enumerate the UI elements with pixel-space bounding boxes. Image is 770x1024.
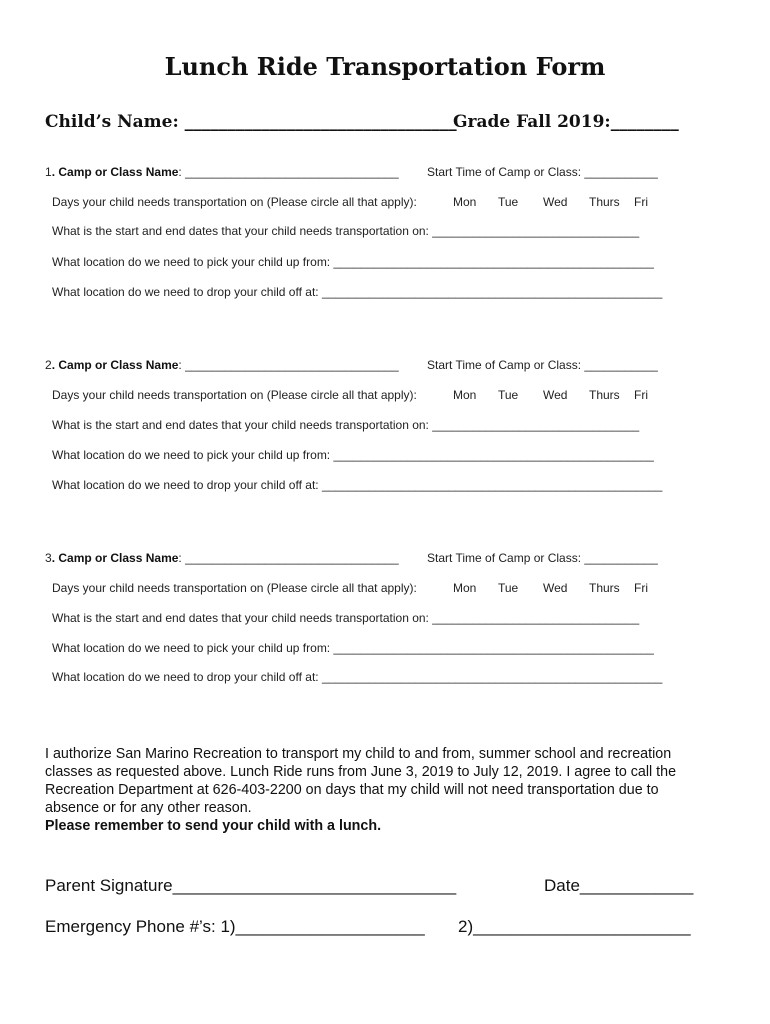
childs-name-field[interactable]: Child’s Name: ________________________________ xyxy=(45,112,457,132)
section-1-start-time-field[interactable]: Start Time of Camp or Class: ___________ xyxy=(427,165,658,179)
auth-line: I authorize San Marino Recreation to transport my child to and from, summer school and recreation xyxy=(45,746,672,762)
section-3-dropoff-field[interactable]: What location do we need to drop your child off at: ___________________________________________________ xyxy=(52,670,663,684)
auth-line: Recreation Department at 626-403-2200 on days that my child will not need transportation due to xyxy=(45,782,659,798)
day-mon[interactable]: Mon xyxy=(453,388,477,402)
section-1-pickup-field[interactable]: What location do we need to pick your child up from: ________________________________________________ xyxy=(52,255,654,269)
emergency-phone-2-field[interactable]: 2)_______________________ xyxy=(458,917,691,936)
day-mon[interactable]: Mon xyxy=(453,195,477,209)
day-wed[interactable]: Wed xyxy=(543,581,568,595)
section-1-camp-row: 1. Camp or Class Name: ________________________________ xyxy=(45,165,399,179)
section-2-dropoff-field[interactable]: What location do we need to drop your child off at: ___________________________________________________ xyxy=(52,478,663,492)
day-wed[interactable]: Wed xyxy=(543,388,568,402)
day-fri[interactable]: Fri xyxy=(634,388,648,402)
camp-name-field[interactable]: : ________________________________ xyxy=(178,551,399,565)
camp-label: Camp or Class Name xyxy=(58,358,179,372)
section-1-dates-field[interactable]: What is the start and end dates that your child needs transportation on: _______________________________ xyxy=(52,224,640,238)
section-1-days-question: Days your child needs transportation on (Please circle all that apply): xyxy=(52,195,417,209)
day-mon[interactable]: Mon xyxy=(453,581,477,595)
day-tue[interactable]: Tue xyxy=(498,388,519,402)
section-1-dropoff-field[interactable]: What location do we need to drop your child off at: ___________________________________________________ xyxy=(52,285,663,299)
camp-name-field[interactable]: : ________________________________ xyxy=(178,358,399,372)
form-title: Lunch Ride Transportation Form xyxy=(164,52,606,81)
day-fri[interactable]: Fri xyxy=(634,195,648,209)
section-3-pickup-field[interactable]: What location do we need to pick your child up from: ________________________________________________ xyxy=(52,641,654,655)
auth-line: classes as requested above. Lunch Ride runs from June 3, 2019 to July 12, 2019. I agree to call the xyxy=(45,764,677,780)
emergency-phone-1-field[interactable]: Emergency Phone #’s: 1)____________________ xyxy=(45,917,425,936)
day-tue[interactable]: Tue xyxy=(498,581,519,595)
section-number: 3 xyxy=(45,551,52,565)
camp-label: Camp or Class Name xyxy=(58,551,179,565)
section-2-days-question: Days your child needs transportation on (Please circle all that apply): xyxy=(52,388,417,402)
day-thurs[interactable]: Thurs xyxy=(589,195,620,209)
authorization-text xyxy=(45,745,735,835)
camp-name-field[interactable]: : ________________________________ xyxy=(178,165,399,179)
section-3-days-question: Days your child needs transportation on (Please circle all that apply): xyxy=(52,581,417,595)
section-3-dates-field[interactable]: What is the start and end dates that your child needs transportation on: _______________________________ xyxy=(52,611,640,625)
day-fri[interactable]: Fri xyxy=(634,581,648,595)
section-2-camp-row: 2. Camp or Class Name: ________________________________ xyxy=(45,358,399,372)
parent-signature-field[interactable]: Parent Signature______________________________ xyxy=(45,876,457,895)
camp-label: Camp or Class Name xyxy=(58,165,179,179)
day-tue[interactable]: Tue xyxy=(498,195,519,209)
section-3-start-time-field[interactable]: Start Time of Camp or Class: ___________ xyxy=(427,551,658,565)
lunch-reminder: Please remember to send your child with a lunch. xyxy=(45,818,382,834)
day-wed[interactable]: Wed xyxy=(543,195,568,209)
section-2-pickup-field[interactable]: What location do we need to pick your child up from: ________________________________________________ xyxy=(52,448,654,462)
section-number: 1 xyxy=(45,165,52,179)
header-row xyxy=(45,112,685,132)
day-thurs[interactable]: Thurs xyxy=(589,388,620,402)
section-2-start-time-field[interactable]: Start Time of Camp or Class: ___________ xyxy=(427,358,658,372)
section-2-dates-field[interactable]: What is the start and end dates that your child needs transportation on: _______________________________ xyxy=(52,418,640,432)
day-thurs[interactable]: Thurs xyxy=(589,581,620,595)
auth-line: absence or for any other reason. xyxy=(45,800,252,816)
section-number: 2 xyxy=(45,358,52,372)
grade-field[interactable]: Grade Fall 2019:________ xyxy=(453,112,679,132)
date-field[interactable]: Date____________ xyxy=(544,876,694,895)
section-3-camp-row: 3. Camp or Class Name: ________________________________ xyxy=(45,551,399,565)
